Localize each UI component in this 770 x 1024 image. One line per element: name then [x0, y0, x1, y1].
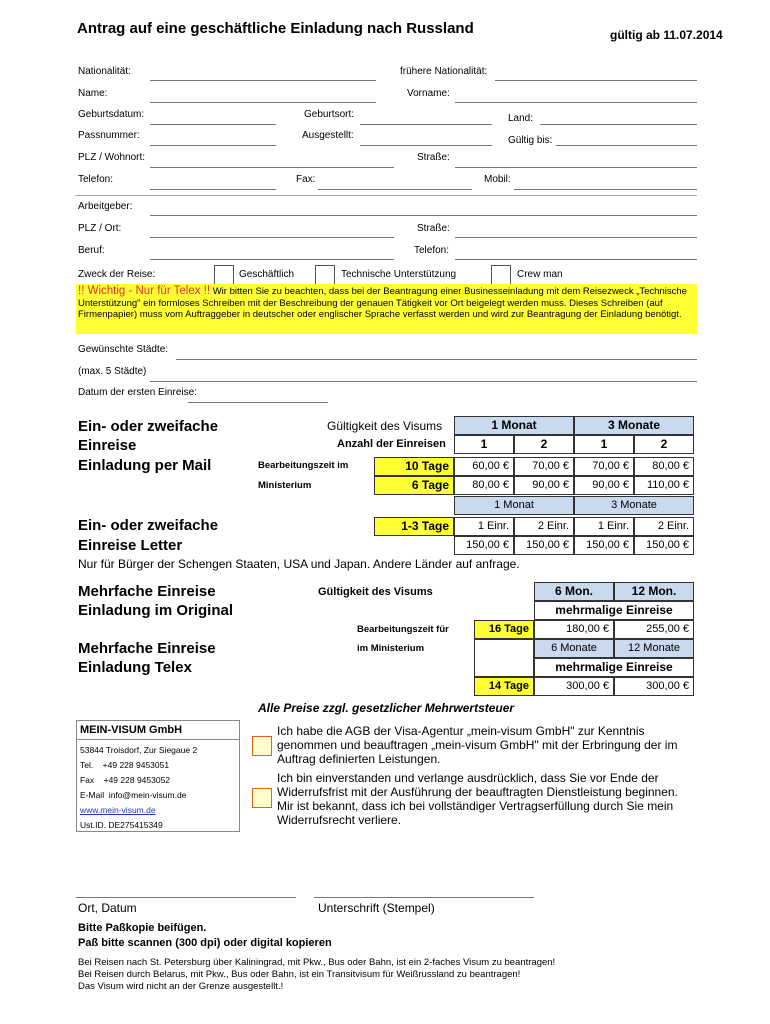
checkbox-crew[interactable] [491, 265, 511, 285]
first-entry-field[interactable] [188, 402, 328, 403]
duration-6-days: 6 Tage [374, 476, 454, 495]
price-14-2: 300,00 € [614, 677, 694, 696]
country-field[interactable] [540, 124, 697, 125]
label-employer-street: Straße: [417, 223, 450, 234]
employer-field[interactable] [150, 215, 697, 216]
notice-text: Wir bitten Sie zu beachten, dass bei der Beantragung einer Businesseinladung mit dem Reisezweck „Technische Unterstützung" ein formloses Schreiben mit der Beschreibung der genauen Tätigkeit vor Ort beigelegt werden muss. Dieses Schreiben (auf Firmenpapier) muss vom Auftraggeber in deutscher oder englischer Sprache verfasst werden und wird zur Beantragung der Einladung benötigt. [78, 286, 687, 320]
page-title: Antrag auf eine geschäftliche Einladung nach Russland [77, 20, 474, 37]
footer-note-2: Bei Reisen durch Belarus, mit Pkw., Bus oder Bahn, ist ein Transitvisum für Weißrussland zu beantragen! [78, 969, 521, 980]
einr-3: 1 Einr. [574, 517, 634, 536]
label-street: Straße: [417, 152, 450, 163]
multi-entry-2: mehrmalige Einreise [534, 658, 694, 677]
footer-note-1: Bei Reisen nach St. Petersburg über Kaliningrad, mit Pkw., Bus oder Bahn, ist ein 2-faches Visum zu beantragen! [78, 957, 556, 968]
label-validity: Gültigkeit des Visums [327, 419, 443, 433]
label-proc2-b: im Ministerium [357, 643, 425, 654]
consent-agb: Ich habe die AGB der Visa-Agentur „mein-visum GmbH" zur Kenntnis genommen und beauftragen „mein-visum GmbH" mit der Erbringung der im Auftrag definierten Leistungen. [277, 724, 678, 766]
mobile-field[interactable] [514, 189, 697, 190]
company-address: 53844 Troisdorf, Zur Siegaue 2 [80, 745, 198, 755]
footer-note-3: Das Visum wird nicht an der Grenze ausgestellt.! [78, 981, 284, 992]
einr-4: 2 Einr. [634, 517, 694, 536]
street-field[interactable] [455, 167, 697, 168]
entries-3: 1 [574, 435, 634, 454]
label-processing-a: Bearbeitungszeit im [258, 460, 349, 471]
price-6-4: 110,00 € [634, 476, 694, 495]
company-ust: Ust.ID. DE275415349 [80, 820, 163, 830]
employer-street-field[interactable] [455, 237, 697, 238]
hdr-3-months-b: 3 Monate [574, 496, 694, 515]
company-box [76, 720, 240, 832]
label-signature: Unterschrift (Stempel) [318, 901, 435, 915]
company-web-link[interactable]: www.mein-visum.de [80, 805, 156, 815]
price-13-3: 150,00 € [574, 536, 634, 555]
label-crew: Crew man [517, 269, 563, 280]
hdr-12-mon: 12 Mon. [614, 582, 694, 601]
section2-line2: Einreise Letter [78, 537, 183, 554]
valid-until-field[interactable] [556, 145, 697, 146]
price-13-2: 150,00 € [514, 536, 574, 555]
label-fax: Fax: [296, 174, 316, 185]
label-business: Geschäftlich [239, 269, 295, 280]
label-purpose: Zweck der Reise: [78, 269, 156, 280]
label-max-cities: (max. 5 Städte) [78, 366, 147, 377]
label-birth-place: Geburtsort: [304, 109, 355, 120]
wanted-cities-field[interactable] [176, 359, 697, 360]
price-10-1: 60,00 € [454, 457, 514, 476]
zip-city-field[interactable] [150, 167, 394, 168]
label-tech-support: Technische Unterstützung [341, 269, 457, 280]
profession-field[interactable] [150, 259, 394, 260]
label-wanted-cities: Gewünschte Städte: [78, 344, 169, 355]
section1-line3: Einladung per Mail [78, 457, 212, 474]
fax-field[interactable] [318, 189, 472, 190]
section3-line1: Mehrfache Einreise [78, 583, 216, 600]
price-10-3: 70,00 € [574, 457, 634, 476]
duration-10-days: 10 Tage [374, 457, 454, 476]
company-name: MEIN-VISUM GmbH [77, 723, 239, 740]
duration-1-3-days: 1-3 Tage [374, 517, 454, 536]
label-country: Land: [508, 113, 534, 124]
price-6-3: 90,00 € [574, 476, 634, 495]
entries-4: 2 [634, 435, 694, 454]
price-13-1: 150,00 € [454, 536, 514, 555]
label-first-entry: Datum der ersten Einreise: [78, 387, 197, 398]
label-passport-no: Passnummer: [78, 130, 140, 141]
label-issued: Ausgestellt: [302, 130, 354, 141]
nationality-field[interactable] [150, 80, 376, 81]
price-6-1: 80,00 € [454, 476, 514, 495]
entries-1: 1 [454, 435, 514, 454]
max-cities-field[interactable] [150, 381, 697, 382]
label-processing-b: Ministerium [258, 480, 312, 491]
label-former-nationality: frühere Nationalität: [400, 66, 488, 77]
section4-line1: Mehrfache Einreise [78, 640, 216, 657]
checkbox-business[interactable] [214, 265, 234, 285]
passport-copy-note: Bitte Paßkopie beifügen. [78, 922, 207, 934]
place-date-field[interactable] [76, 897, 296, 898]
duration-16-days: 16 Tage [474, 620, 534, 639]
employer-zip-field[interactable] [150, 237, 394, 238]
birth-date-field[interactable] [150, 124, 276, 125]
label-birth-date: Geburtsdatum: [78, 109, 145, 120]
hdr-6-months: 6 Monate [534, 639, 614, 658]
birth-place-field[interactable] [360, 124, 492, 125]
label-phone: Telefon: [78, 174, 114, 185]
name-field[interactable] [150, 102, 376, 103]
company-fax: Fax +49 228 9453052 [80, 775, 171, 785]
company-email: E-Mail info@mein-visum.de [80, 790, 187, 800]
valid-date: gültig ab 11.07.2014 [610, 28, 723, 42]
company-tel: Tel. +49 228 9453051 [80, 760, 170, 770]
passport-scan-note: Paß bitte scannen (300 dpi) oder digital kopieren [78, 937, 332, 949]
label-employer: Arbeitgeber: [78, 201, 133, 212]
issued-field[interactable] [360, 145, 492, 146]
hdr-1-month: 1 Monat [454, 416, 574, 435]
duration-14-days: 14 Tage [474, 677, 534, 696]
consent-withdraw: Ich bin einverstanden und verlange ausdrücklich, dass Sie vor Ende der Widerrufsfrist mit der Ausführung der beauftragten Dienstleistung beginnen. Mir ist bekannt, dass ich bei vollständiger Vertragserfüllung durch Sie mein Widerrufsrecht verliere. [277, 771, 678, 827]
label-employer-zip: PLZ / Ort: [78, 223, 122, 234]
entries-2: 2 [514, 435, 574, 454]
first-name-field[interactable] [455, 102, 697, 103]
einr-2: 2 Einr. [514, 517, 574, 536]
section2-line1: Ein- oder zweifache [78, 517, 219, 534]
hdr-3-months: 3 Monate [574, 416, 694, 435]
telex-notice [76, 284, 697, 334]
multi-entry-1: mehrmalige Einreise [534, 601, 694, 620]
section1-line1: Ein- oder zweifache [78, 418, 219, 435]
price-6-2: 90,00 € [514, 476, 574, 495]
einr-1: 1 Einr. [454, 517, 514, 536]
label-employer-phone: Telefon: [414, 245, 450, 256]
section1-line2: Einreise [78, 437, 137, 454]
spacer-cell [474, 639, 534, 677]
section3-line2: Einladung im Original [78, 602, 234, 619]
hdr-1-month-b: 1 Monat [454, 496, 574, 515]
vat-note: Alle Preise zzgl. gesetzlicher Mehrwertsteuer [258, 701, 515, 715]
price-14-1: 300,00 € [534, 677, 614, 696]
checkbox-withdraw[interactable] [252, 788, 272, 808]
label-first-name: Vorname: [407, 88, 450, 99]
label-valid-until: Gültig bis: [508, 135, 553, 146]
notice-warning: !! Wichtig - Nur für Telex !! [78, 285, 211, 297]
label-proc2-a: Bearbeitungszeit für [357, 624, 449, 635]
label-zip-city: PLZ / Wohnort: [78, 152, 146, 163]
price-16-2: 255,00 € [614, 620, 694, 639]
passport-no-field[interactable] [150, 145, 276, 146]
label-validity2: Gültigkeit des Visums [318, 586, 433, 598]
label-name: Name: [78, 88, 108, 99]
checkbox-tech-support[interactable] [315, 265, 335, 285]
hdr-12-months: 12 Monate [614, 639, 694, 658]
section4-line2: Einladung Telex [78, 659, 192, 676]
label-place-date: Ort, Datum [78, 901, 137, 915]
price-13-4: 150,00 € [634, 536, 694, 555]
divider [75, 195, 697, 196]
signature-field[interactable] [314, 897, 534, 898]
price-10-2: 70,00 € [514, 457, 574, 476]
label-profession: Beruf: [78, 245, 105, 256]
employer-phone-field[interactable] [455, 259, 697, 260]
label-entries: Anzahl der Einreisen [337, 438, 446, 450]
price-10-4: 80,00 € [634, 457, 694, 476]
former-nationality-field[interactable] [495, 80, 697, 81]
checkbox-agb[interactable] [252, 736, 272, 756]
label-mobile: Mobil: [484, 174, 511, 185]
schengen-note: Nur für Bürger der Schengen Staaten, USA und Japan. Andere Länder auf anfrage. [78, 557, 520, 571]
price-16-1: 180,00 € [534, 620, 614, 639]
hdr-6-mon: 6 Mon. [534, 582, 614, 601]
phone-field[interactable] [150, 189, 276, 190]
label-nationality: Nationalität: [78, 66, 131, 77]
